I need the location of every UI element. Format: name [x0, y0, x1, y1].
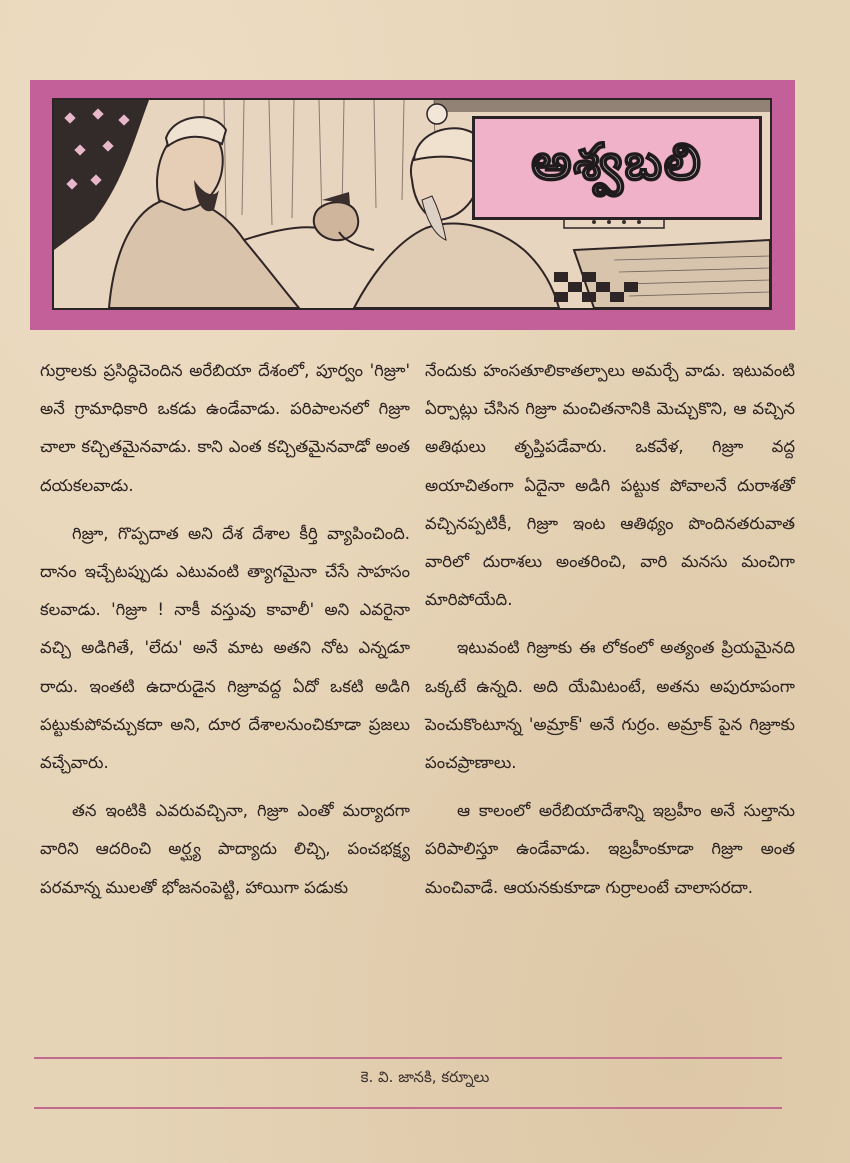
- right-column: [425, 352, 795, 917]
- paragraph: నేందుకు హంసతూలికాతల్పాలు అమర్చే వాడు. ఇటువంటి ఏర్పాట్లు చేసిన గిజ్రూ మంచితనానికి మెచ్చుకొని, ఆ వచ్చిన అతిథులు తృప్తిపడేవారు. ఒకవేళ, గిజ్రూ వద్ద అయాచితంగా ఏదైనా అడిగి పట్టుక పోవాలనే దురాశతో వచ్చినప్పటికీ, గిజ్రూ ఇంట ఆతిథ్యం పొందినతరువాత వారిలో దురాశలు అంతరించి, వారి మనసు మంచిగా మారిపోయేది.: [425, 361, 795, 610]
- title-panel: [472, 116, 762, 220]
- top-divider: [34, 1057, 782, 1059]
- paragraph: ఇటువంటి గిజ్రూకు ఈ లోకంలో అత్యంత ప్రియమైనది ఒక్కటే ఉన్నది. అది యేమిటంటే, అతను అపురూపంగా పెంచుకొంటూన్న 'అమ్రాక్' అనే గుర్రం. అమ్రాక్ పైన గిజ్రూకు పంచప్రాణాలు.: [425, 638, 795, 773]
- paragraph: తన ఇంటికి ఎవరువచ్చినా, గిజ్రూ ఎంతో మర్యాదగా వారిని ఆదరించి అర్ఘ్య పాద్యాదు లిచ్చి, పంచభక్ష్య పరమాన్న ములతో భోజనంపెట్టి, హాయిగా పడుకు: [40, 801, 410, 897]
- paragraph: ఆ కాలంలో అరేబియాదేశాన్ని ఇబ్రహీం అనే సుల్తాను పరిపాలిస్తూ ఉండేవాడు. ఇబ్రహీంకూడా గిజ్రూ అంత మంచివాడే. ఆయనకుకూడా గుర్రాలంటే చాలాసరదా.: [425, 801, 795, 897]
- header-banner: [30, 80, 795, 330]
- story-title: అశ్వబలి: [531, 132, 703, 191]
- story-illustration: [52, 98, 772, 310]
- paragraph: గిజ్రూ, గొప్పదాత అని దేశ దేశాల కీర్తి వ్యాపించింది. దానం ఇచ్చేటప్పుడు ఎటువంటి త్యాగమైనా చేసే సాహసం కలవాడు. 'గిజ్రూ ! నాకీ వస్తువు కావాలీ' అని ఎవరైనా వచ్చి అడిగితే, 'లేదు' అనే మాట అతని నోట ఎన్నడూ రాదు. ఇంతటి ఉదారుడైన గిజ్రూవద్ద ఏదో ఒకటి అడిగి పట్టుకుపోవచ్చుకదా అని, దూర దేశాలనుంచికూడా ప్రజలు వచ్చేవారు.: [40, 523, 410, 773]
- paragraph: గుర్రాలకు ప్రసిద్ధిచెందిన అరేబియా దేశంలో, పూర్వం 'గిజ్రూ' అనే గ్రామాధికారి ఒకడు ఉండేవాడు. పరిపాలనలో గిజ్రూ చాలా కచ్చితమైనవాడు. కాని ఎంత కచ్చితమైనవాడో అంత దయకలవాడు.: [40, 361, 410, 495]
- bottom-divider: [34, 1107, 782, 1109]
- author-byline: కె. వి. జానకి, కర్నూలు: [360, 1068, 490, 1086]
- left-column: [40, 352, 410, 917]
